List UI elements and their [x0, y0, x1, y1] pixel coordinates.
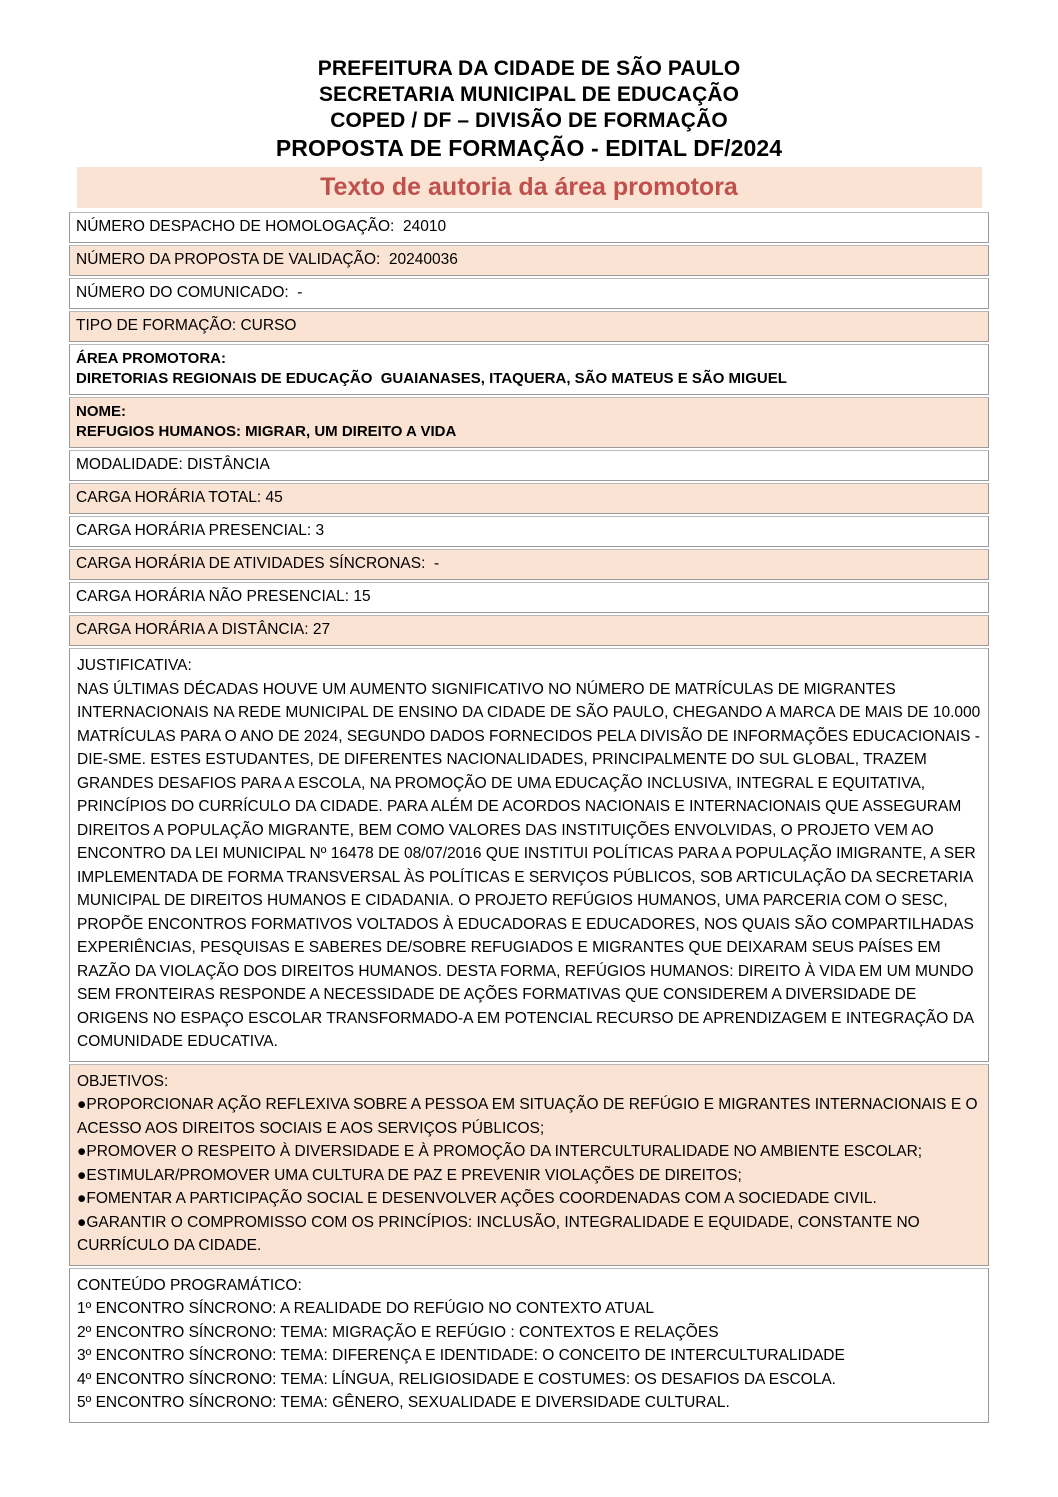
- form-rows: [69, 212, 989, 1423]
- row-carga-horaria-presencial: [69, 516, 989, 547]
- row-conteudo-programatico-line: 5º ENCONTRO SÍNCRONO: TEMA: GÊNERO, SEXUALIDADE E DIVERSIDADE CULTURAL.: [77, 1394, 730, 1411]
- row-carga-horaria-atividades-sincronas: [69, 549, 989, 580]
- row-carga-horaria-presencial-line: CARGA HORÁRIA PRESENCIAL: 3: [76, 522, 325, 539]
- row-carga-horaria-nao-presencial-line: CARGA HORÁRIA NÃO PRESENCIAL: 15: [76, 588, 371, 605]
- row-carga-horaria-atividades-sincronas-line: CARGA HORÁRIA DE ATIVIDADES SÍNCRONAS: -: [76, 555, 440, 572]
- header-line-proposta: PROPOSTA DE FORMAÇÃO - EDITAL DF/2024: [275, 135, 783, 161]
- title-band-text: Texto de autoria da área promotora: [320, 173, 738, 201]
- row-conteudo-programatico-line: 4º ENCONTRO SÍNCRONO: TEMA: LÍNGUA, RELIGIOSIDADE E COSTUMES: OS DESAFIOS DA ESCOLA.: [77, 1370, 836, 1388]
- row-numero-proposta-validacao: [69, 245, 989, 276]
- row-carga-horaria-total: [69, 483, 989, 514]
- row-tipo-de-formacao-line: TIPO DE FORMAÇÃO: CURSO: [76, 317, 297, 334]
- row-justificativa-line: JUSTIFICATIVA:: [77, 657, 192, 674]
- row-conteudo-programatico-line: 3º ENCONTRO SÍNCRONO: TEMA: DIFERENÇA E IDENTIDADE: O CONCEITO DE INTERCULTURALIDADE: [77, 1347, 845, 1364]
- header-line-secretaria: SECRETARIA MUNICIPAL DE EDUCAÇÃO: [318, 83, 740, 106]
- row-conteudo-programatico-line: 1º ENCONTRO SÍNCRONO: A REALIDADE DO REFÚGIO NO CONTEXTO ATUAL: [77, 1300, 654, 1317]
- row-carga-horaria-a-distancia-line: CARGA HORÁRIA A DISTÂNCIA: 27: [76, 621, 331, 638]
- header-line-prefeitura: PREFEITURA DA CIDADE DE SÃO PAULO: [317, 57, 741, 80]
- title-band: [77, 167, 982, 208]
- row-numero-comunicado-line: NÚMERO DO COMUNICADO: -: [76, 284, 303, 301]
- row-area-promotora-line: ÁREA PROMOTORA:: [76, 350, 226, 367]
- row-nome-line: NOME:: [76, 403, 126, 420]
- row-objetivos-line: OBJETIVOS:: [77, 1072, 169, 1090]
- row-carga-horaria-total-line: CARGA HORÁRIA TOTAL: 45: [76, 489, 283, 506]
- row-objetivos-line: ●ESTIMULAR/PROMOVER UMA CULTURA DE PAZ E PREVENIR VIOLAÇÕES DE DIREITOS;: [77, 1166, 742, 1184]
- row-objetivos-line: ●FOMENTAR A PARTICIPAÇÃO SOCIAL E DESENVOLVER AÇÕES COORDENADAS COM A SOCIEDADE CIVIL.: [77, 1190, 877, 1207]
- row-conteudo-programatico-line: CONTEÚDO PROGRAMÁTICO:: [77, 1276, 302, 1294]
- document-header: [0, 0, 1058, 161]
- row-conteudo-programatico-line: 2º ENCONTRO SÍNCRONO: TEMA: MIGRAÇÃO E REFÚGIO : CONTEXTOS E RELAÇÕES: [77, 1323, 719, 1341]
- row-conteudo-programatico: [69, 1268, 989, 1423]
- row-objetivos-line: ●GARANTIR O COMPROMISSO COM OS PRINCÍPIOS: INCLUSÃO, INTEGRALIDADE E EQUIDADE, CONSTANTE NO CURRÍCULO DA CIDADE.: [77, 1213, 925, 1254]
- row-modalidade: [69, 450, 989, 481]
- row-numero-comunicado: [69, 278, 989, 309]
- row-objetivos-line: ●PROMOVER O RESPEITO À DIVERSIDADE E À PROMOÇÃO DA INTERCULTURALIDADE NO AMBIENTE ESCOLAR;: [77, 1143, 923, 1160]
- row-justificativa-line: NAS ÚLTIMAS DÉCADAS HOUVE UM AUMENTO SIGNIFICATIVO NO NÚMERO DE MATRÍCULAS DE MIGRANTES INTERNACIONAIS NA REDE MUNICIPAL DE ENSINO DA CIDADE DE SÃO PAULO, CHEGANDO A MARCA DE MAIS DE 10.000 MATRÍCULAS PARA O ANO DE 2024, SEGUNDO DADOS FORNECIDOS PELA DIVISÃO DE INFORMAÇÕES EDUCACIONAIS - DIE-SME. ESTES ESTUDANTES, DE DIFERENTES NACIONALIDADES, PRINCIPALMENTE DO SUL GLOBAL, TRAZEM GRANDES DESAFIOS PARA A ESCOLA, NA PROMOÇÃO DE UMA EDUCAÇÃO INCLUSIVA, INTEGRAL E EQUITATIVA, PRINCÍPIOS DO CURRÍCULO DA CIDADE. PARA ALÉM DE ACORDOS NACIONAIS E INTERNACIONAIS QUE ASSEGURAM DIREITOS A POPULAÇÃO MIGRANTE, BEM COMO VALORES DAS INSTITUIÇÕES ENVOLVIDAS, O PROJETO VEM AO ENCONTRO DA LEI MUNICIPAL Nº 16478 DE 08/07/2016 QUE INSTITUI POLÍTICAS PARA A POPULAÇÃO IMIGRANTE, A SER IMPLEMENTADA DE FORMA TRANSVERSAL ÀS POLÍTICAS E SERVIÇOS PÚBLICOS, SOB ARTICULAÇÃO DA SECRETARIA MUNICIPAL DE DIREITOS HUMANOS E CIDADANIA. O PROJETO REFÚGIOS HUMANOS, UMA PARCERIA COM O SESC, PROPÕE ENCONTROS FORMATIVOS VOLTADOS À EDUCADORAS E EDUCADORES, NOS QUAIS SÃO COMPARTILHADAS EXPERIÊNCIAS, PESQUISAS E SABERES DE/SOBRE REFUGIADOS E MIGRANTES QUE DEIXARAM SEUS PAÍSES EM RAZÃO DA VIOLAÇÃO DOS DIREITOS HUMANOS. DESTA FORMA, REFÚGIOS HUMANOS: DIREITO À VIDA EM UM MUNDO SEM FRONTEIRAS RESPONDE A NECESSIDADE DE AÇÕES FORMATIVAS QUE CONSIDEREM A DIVERSIDADE DE ORIGENS NO ESPAÇO ESCOLAR TRANSFORMADO-A EM POTENCIAL RECURSO DE APRENDIZAGEM E INTEGRAÇÃO DA COMUNIDADE EDUCATIVA.: [77, 680, 985, 1050]
- row-carga-horaria-a-distancia: [69, 615, 989, 646]
- row-objetivos: [69, 1064, 989, 1266]
- row-objetivos-line: ●PROPORCIONAR AÇÃO REFLEXIVA SOBRE A PESSOA EM SITUAÇÃO DE REFÚGIO E MIGRANTES INTERNACIONAIS E O ACESSO AOS DIREITOS SOCIAIS E AOS SERVIÇOS PÚBLICOS;: [77, 1096, 981, 1137]
- row-area-promotora-line: DIRETORIAS REGIONAIS DE EDUCAÇÃO GUAIANASES, ITAQUERA, SÃO MATEUS E SÃO MIGUEL: [76, 370, 787, 387]
- row-carga-horaria-nao-presencial: [69, 582, 989, 613]
- row-nome-line: REFUGIOS HUMANOS: MIGRAR, UM DIREITO A VIDA: [76, 423, 457, 440]
- row-area-promotora: [69, 344, 989, 395]
- row-numero-despacho-homologacao: [69, 212, 989, 243]
- row-modalidade-line: MODALIDADE: DISTÂNCIA: [76, 456, 270, 473]
- row-numero-proposta-validacao-line: NÚMERO DA PROPOSTA DE VALIDAÇÃO: 20240036: [76, 251, 458, 268]
- row-numero-despacho-homologacao-line: NÚMERO DESPACHO DE HOMOLOGAÇÃO: 24010: [76, 218, 447, 235]
- row-nome: [69, 397, 989, 448]
- header-line-coped: COPED / DF – DIVISÃO DE FORMAÇÃO: [330, 109, 728, 132]
- row-justificativa: [69, 648, 989, 1062]
- row-tipo-de-formacao: [69, 311, 989, 342]
